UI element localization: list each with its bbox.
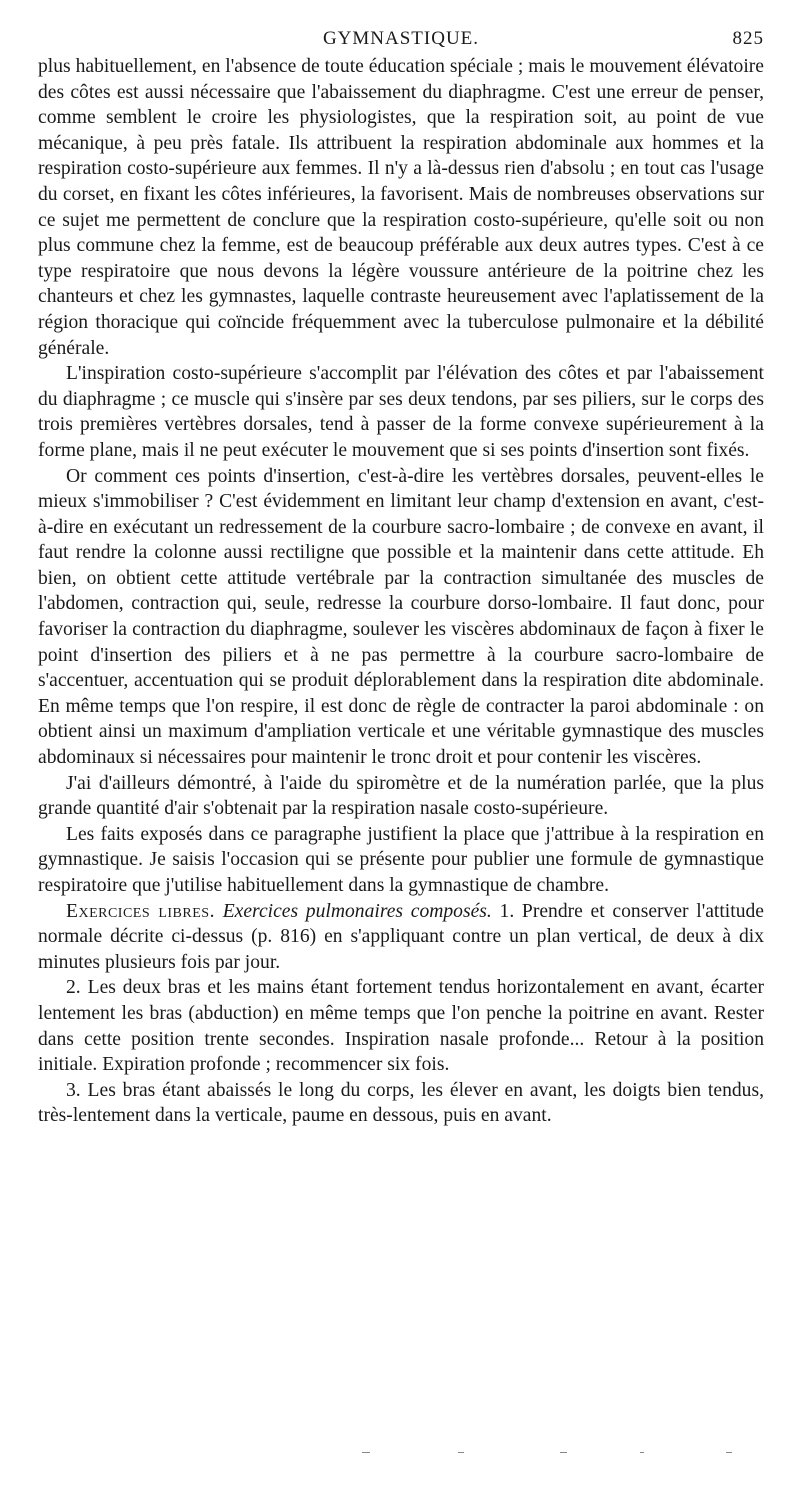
- exercise-item-1: [38, 899, 764, 976]
- exercises-label: Exercices libres.: [66, 900, 215, 922]
- paragraph-continuation: plus habituellement, en l'absence de toute éducation spéciale ; mais le mouvement élévatoire des côtes est aussi nécessaire que l'abaissement du diaphragme. C'est une erreur de penser, comme semblent le croire les physiologistes, que la respiration soit, au point de vue mécanique, à peu près fatale. Ils attribuent la respiration abdominale aux hommes et la respiration costo-supérieure aux femmes. Il n'y a là-dessus rien d'absolu ; en tout cas l'usage du corset, en fixant les côtes inférieures, la favorisent. Mais de nombreuses observations sur ce sujet me permettent de conclure que la respiration costo-supérieure, qu'elle soit ou non plus commune chez la femme, est de beaucoup préférable aux deux autres types. C'est à ce type respiratoire que nous devons la légère voussure antérieure de la poitrine chez les chanteurs et chez les gymnastes, laquelle contraste heureusement avec l'aplatissement de la région thoracique qui coïncide fréquemment avec la tuberculose pulmonaire et la débilité générale.: [38, 56, 764, 359]
- paragraph-inspiration: L'inspiration costo-supérieure s'accomplit par l'élévation des côtes et par l'abaissement du diaphragme ; ce muscle qui s'insère par ses deux tendons, par ses piliers, sur le corps des trois premières vertèbres dorsales, tend à passer de la forme convexe supérieurement à la forme plane, mais il ne peut exécuter le mouvement que si ses points d'insertion sont fixés.: [38, 363, 764, 461]
- print-mark: [640, 1452, 644, 1453]
- paragraph-spirometer: J'ai d'ailleurs démontré, à l'aide du spiromètre et de la numération parlée, que la plus grande quantité d'air s'obtenait par la respiration nasale costo-supérieure.: [38, 772, 764, 820]
- paragraph-faits-exposes: Les faits exposés dans ce paragraphe justifient la place que j'attribue à la respiration en gymnastique. Je saisis l'occasion qui se présente pour publier une formule de gymnastique respiratoire que j'utilise habituellement dans la gymnastique de chambre.: [38, 823, 764, 896]
- page-number: 825: [732, 28, 764, 49]
- print-mark: [726, 1452, 732, 1453]
- body-text: [38, 54, 764, 1129]
- paragraph-vertebrae: Or comment ces points d'insertion, c'est-à-dire les vertèbres dorsales, peuvent-elles le mieux s'immobiliser ? C'est évidemment en limitant leur champ d'extension en avant, c'est-à-dire en exécutant un redressement de la courbure sacro-lombaire ; de convexe en avant, il faut rendre la colonne aussi rectiligne que possible et la maintenir dans cette attitude. Eh bien, on obtient cette attitude vertébrale par la contraction simultanée des muscles de l'abdomen, contraction qui, seule, redresse la courbure dorso-lombaire. Il faut donc, pour favoriser la contraction du diaphragme, soulever les viscères abdominaux de façon à fixer le point d'insertion des piliers et à ne pas permettre à la courbure sacro-lombaire de s'accentuer, accentuation qui se produit déplorablement dans la respiration dite abdominale. En même temps que l'on respire, il est donc de règle de contracter la paroi abdominale : on obtient ainsi un maximum d'ampliation verticale et une véritable gymnastique des muscles abdominaux si nécessaires pour maintenir le tronc droit et pour contenir les viscères.: [38, 465, 764, 769]
- book-page: [38, 28, 764, 1129]
- exercise-1-text: 1. Prendre et conserver l'attitude normale décrite ci-dessus (p. 816) en s'appliquant contre un plan vertical, de deux à dix minutes plusieurs fois par jour.: [38, 900, 764, 973]
- exercise-item-3: 3. Les bras étant abaissés le long du corps, les élever en avant, les doigts bien tendus, très-lentement dans la verticale, paume en dessous, puis en avant.: [38, 1079, 764, 1127]
- print-mark: [458, 1452, 464, 1453]
- print-mark: [362, 1452, 370, 1453]
- bottom-print-marks: [0, 1452, 800, 1460]
- print-mark: [560, 1452, 567, 1453]
- running-head-title: GYMNASTIQUE.: [322, 28, 480, 49]
- exercise-item-2: 2. Les deux bras et les mains étant fortement tendus horizontalement en avant, écarter lentement les bras (abduction) en même temps que l'on penche la poitrine en avant. Rester dans cette position trente secondes. Inspiration nasale profonde... Retour à la position initiale. Expiration profonde ; recommencer six fois.: [38, 977, 764, 1076]
- running-head: [38, 28, 764, 54]
- exercises-subtitle: Exercices pulmonaires composés.: [222, 900, 492, 922]
